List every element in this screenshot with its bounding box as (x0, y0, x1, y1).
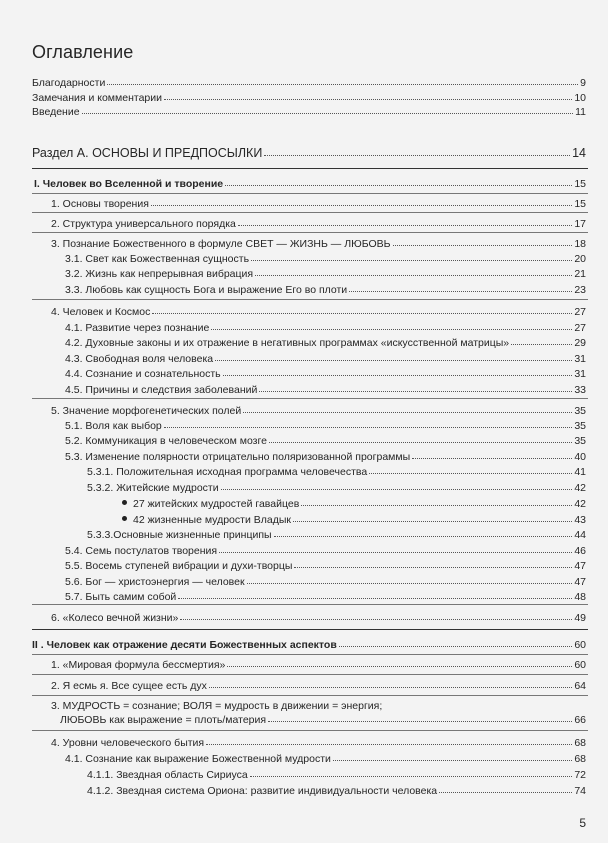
divider (32, 193, 588, 194)
toc-entry[interactable]: 3.2. Жизнь как непрерывная вибрация 21 (65, 268, 586, 280)
toc-entry[interactable]: 5.2. Коммуникация в человеческом мозге 35 (65, 435, 586, 447)
dot-leader (439, 783, 572, 793)
dot-leader (211, 320, 572, 330)
divider (32, 674, 588, 675)
dot-leader (151, 196, 572, 206)
toc-entry[interactable]: 42 жизненные мудрости Владык 43 (122, 513, 586, 527)
toc-entry[interactable]: 5.4. Семь постулатов творения 46 (65, 545, 586, 557)
dot-leader (301, 496, 572, 506)
dot-leader (225, 176, 572, 186)
dot-leader (243, 403, 572, 413)
toc-entry[interactable]: ЛЮБОВЬ как выражение = плоть/материя 66 (60, 714, 586, 726)
toc-entry[interactable]: 27 житейских мудростей гавайцев 42 (122, 497, 586, 511)
toc-entry[interactable]: 5.1. Воля как выбор 35 (65, 420, 586, 432)
toc-entry[interactable]: 4. Уровни человеческого бытия 68 (51, 737, 586, 749)
toc-entry[interactable]: 4.4. Сознание и сознательность 31 (65, 368, 586, 380)
toc-entry[interactable]: 5.3.3.Основные жизненные принципы 44 (87, 529, 586, 541)
divider (32, 730, 588, 731)
dot-leader (393, 236, 573, 246)
toc-entry[interactable]: 4. Человек и Космос 27 (51, 306, 586, 318)
dot-leader (82, 104, 574, 114)
dot-leader (293, 512, 572, 522)
dot-leader (369, 464, 572, 474)
dot-leader (333, 751, 572, 761)
toc-entry[interactable]: 1. «Мировая формула бессмертия» 60 (51, 659, 586, 671)
dot-leader (250, 767, 573, 777)
toc-entry[interactable]: 4.5. Причины и следствия заболеваний 33 (65, 384, 586, 396)
dot-leader (223, 366, 573, 376)
toc-entry[interactable]: 5.6. Бог — христоэнергия — человек 47 (65, 576, 586, 588)
toc-entry[interactable]: 3. Познание Божественного в формуле СВЕТ — ЖИЗНЬ — ЛЮБОВЬ 18 (51, 238, 586, 250)
toc-entry[interactable]: 5. Значение морфогенетических полей 35 (51, 405, 586, 417)
dot-leader (221, 480, 573, 490)
dot-leader (178, 589, 572, 599)
dot-leader (180, 610, 572, 620)
dot-leader (152, 304, 572, 314)
dot-leader (511, 335, 572, 345)
dot-leader (264, 146, 570, 156)
toc-entry[interactable]: 4.1.2. Звездная система Ориона: развитие индивидуальности человека 74 (87, 785, 586, 797)
toc-entry[interactable]: 4.2. Духовные законы и их отражение в негативных программах «искусственной матрицы» 29 (65, 337, 586, 349)
toc-chapter-entry[interactable]: I. Человек во Вселенной и творение 15 (34, 178, 586, 190)
page-title: Оглавление (32, 42, 134, 62)
dot-leader (164, 418, 573, 428)
toc-entry[interactable]: 3.3. Любовь как сущность Бога и выражение Его во плоти 23 (65, 284, 586, 296)
divider (32, 299, 588, 300)
page-number: 5 (579, 816, 586, 830)
divider (32, 695, 588, 696)
dot-leader (339, 637, 573, 647)
toc-entry[interactable]: 4.1. Развитие через познание 27 (65, 322, 586, 334)
toc-section-entry[interactable]: Раздел А. ОСНОВЫ И ПРЕДПОСЫЛКИ 14 (32, 146, 586, 160)
divider (32, 654, 588, 655)
dot-leader (215, 351, 572, 361)
divider (32, 168, 588, 169)
bullet-icon (122, 516, 127, 521)
toc-entry[interactable]: 1. Основы творения 15 (51, 198, 586, 210)
toc-entry[interactable]: 5.3.1. Положительная исходная программа человечества 41 (87, 466, 586, 478)
toc-entry[interactable]: 4.1. Сознание как выражение Божественной мудрости 68 (65, 753, 586, 765)
divider (32, 629, 588, 630)
divider (32, 398, 588, 399)
toc-entry-line1[interactable]: 3. МУДРОСТЬ = сознание; ВОЛЯ = мудрость в движении = энергия; (51, 700, 383, 712)
toc-chapter-entry[interactable]: II . Человек как отражение десяти Божественных аспектов 60 (32, 639, 586, 651)
dot-leader (255, 266, 572, 276)
divider (32, 232, 588, 233)
dot-leader (209, 678, 572, 688)
toc-entry[interactable]: 5.3.2. Житейские мудрости 42 (87, 482, 586, 494)
toc-entry[interactable]: Замечания и комментарии 10 (32, 92, 586, 104)
divider (32, 604, 588, 605)
dot-leader (164, 90, 572, 100)
toc-entry[interactable]: 5.5. Восемь ступеней вибрации и духи-творцы 47 (65, 560, 586, 572)
divider (32, 212, 588, 213)
toc-entry[interactable]: 4.3. Свободная воля человека 31 (65, 353, 586, 365)
dot-leader (294, 558, 572, 568)
dot-leader (349, 282, 572, 292)
dot-leader (219, 543, 572, 553)
dot-leader (107, 75, 578, 85)
toc-entry[interactable]: Введение 11 (32, 106, 586, 118)
toc-entry[interactable]: 2. Я есмь я. Все сущее есть дух 64 (51, 680, 586, 692)
toc-entry[interactable]: 5.3. Изменение полярности отрицательно поляризованной программы 40 (65, 451, 586, 463)
toc-entry[interactable]: 6. «Колесо вечной жизни» 49 (51, 612, 586, 624)
dot-leader (227, 657, 572, 667)
dot-leader (206, 735, 572, 745)
toc-entry[interactable]: Благодарности 9 (32, 77, 586, 89)
toc-entry[interactable]: 4.1.1. Звездная область Сириуса 72 (87, 769, 586, 781)
dot-leader (268, 712, 572, 722)
dot-leader (412, 449, 572, 459)
dot-leader (259, 382, 572, 392)
dot-leader (238, 216, 572, 226)
dot-leader (251, 251, 572, 261)
toc-entry[interactable]: 2. Структура универсального порядка 17 (51, 218, 586, 230)
dot-leader (274, 527, 573, 537)
toc-entry[interactable]: 5.7. Быть самим собой 48 (65, 591, 586, 603)
toc-entry[interactable]: 3.1. Свет как Божественная сущность 20 (65, 253, 586, 265)
dot-leader (269, 433, 572, 443)
bullet-icon (122, 500, 127, 505)
dot-leader (247, 574, 573, 584)
